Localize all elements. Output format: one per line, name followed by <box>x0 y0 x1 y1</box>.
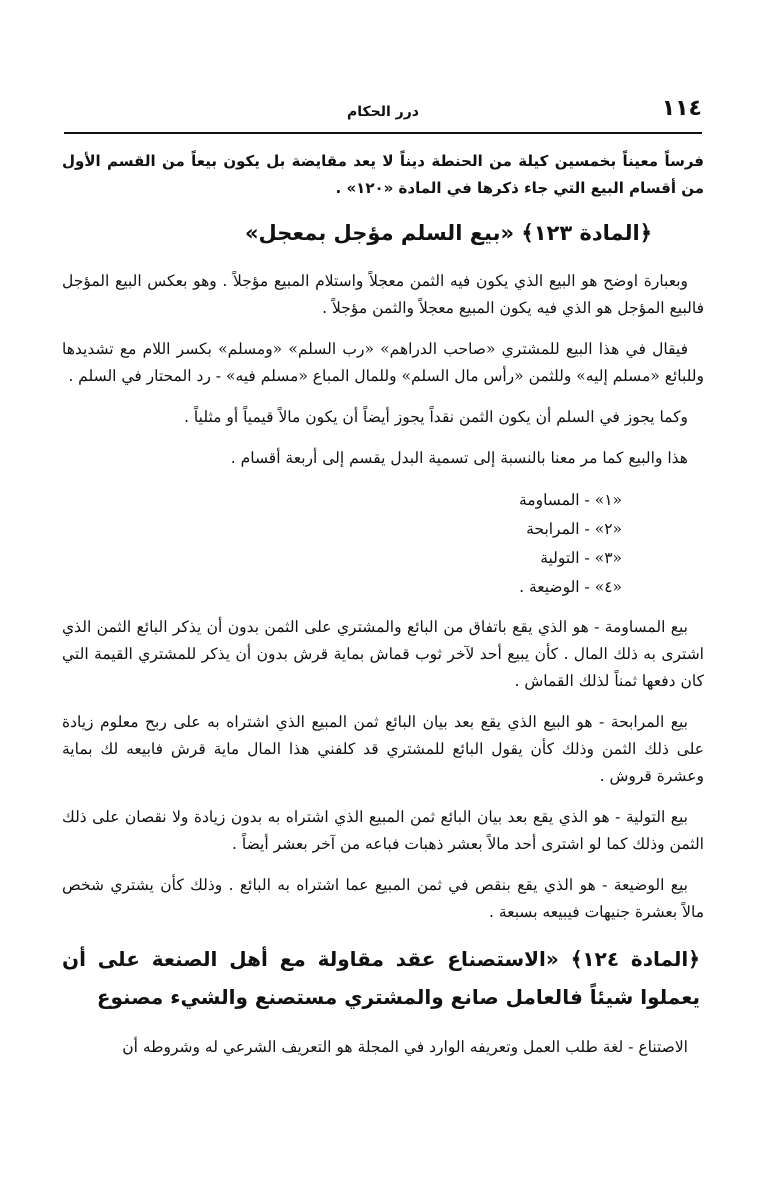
paragraph-salam-definition: وبعبارة اوضح هو البيع الذي يكون فيه الثمن معجلاً واستلام المبيع مؤجلاً . وهو بعكس البيع المؤجل فالبيع المؤجل هو الذي فيه يكون المبيع معجلاً والثمن مؤجلاً . <box>62 272 704 317</box>
sale-types-list <box>62 486 704 602</box>
paragraph-salam-price: وكما يجوز في السلم أن يكون الثمن نقداً يجوز أيضاً أن يكون مالاً قيمياً أو مثلياً . <box>184 408 688 426</box>
page-header <box>64 92 702 134</box>
list-item: «٣» - التولية <box>540 549 622 567</box>
article-123-title: ﴿المادة ١٢٣﴾ «بيع السلم مؤجل بمعجل» <box>244 221 652 245</box>
paragraph-musawama: بيع المساومة - هو الذي يقع باتفاق من البائع والمشتري على الثمن بدون أن يذكر البائع الثمن الذي اشترى به ذلك المال . كأن يبيع أحد لآخر ثوب قماش بماية قرش بدون أن يذكر للمشتري القيمة التي كان دفعها ثمناً لذلك القماش . <box>62 618 704 690</box>
page-body <box>62 148 704 1075</box>
paragraph-salam-terms: فيقال في هذا البيع للمشتري «صاحب الدراهم» «رب السلم» «ومسلم» بكسر اللام مع تشديدها وللبائع «مسلم إليه» وللثمن «رأس مال السلم» وللمال المباع «مسلم فيه» - رد المحتار في السلم . <box>62 340 704 385</box>
page-number: ١١٤ <box>661 96 702 121</box>
paragraph-istisna: الاصتناع - لغة طلب العمل وتعريفه الوارد في المجلة هو التعريف الشرعي له وشروطه أن <box>122 1038 688 1056</box>
paragraph-murabaha: بيع المرابحة - هو البيع الذي يقع بعد بيان البائع ثمن المبيع الذي اشتراه به على ربح معلوم زيادة على ذلك الثمن وذلك كأن يقول البائع للمشتري قد كلفني هذا المال ماية قرش فابيعه لك بماية وعشرة قروش . <box>62 713 704 785</box>
paragraph-wadia: بيع الوضيعة - هو الذي يقع بنقص في ثمن المبيع عما اشتراه به البائع . وذلك كأن يشتري شخص مالاً بعشرة جنيهات فيبيعه بسبعة . <box>62 876 704 921</box>
list-item: «٢» - المرابحة <box>526 520 622 538</box>
running-head: درر الحكام <box>347 104 419 120</box>
list-item: «٤» - الوضيعة . <box>519 578 622 596</box>
paragraph-tawliya: بيع التولية - هو الذي يقع بعد بيان البائع ثمن المبيع الذي اشتراه به بدون زيادة ولا نقصان على ذلك الثمن وذلك كما لو اشترى أحد مالاً بعشر ذهبات فباعه من آخر بعشر أيضاً . <box>62 808 704 853</box>
article-124-title: ﴿المادة ١٢٤﴾ «الاستصناع عقد مقاولة مع أهل الصنعة على أن يعملوا شيئاً فالعامل صانع والمشتري مستصنع والشيء مصنوع <box>62 947 700 1009</box>
list-item: «١» - المساومة <box>518 491 622 509</box>
paragraph-continuation: فرساً معيناً بخمسين كيلة من الحنطة ديناً لا يعد مقايضة بل يكون بيعاً من القسم الأول من أقسام البيع التي جاء ذكرها في المادة «١٢٠» . <box>62 152 704 197</box>
paragraph-sale-division: هذا والبيع كما مر معنا بالنسبة إلى تسمية البدل يقسم إلى أربعة أقسام . <box>230 449 688 467</box>
